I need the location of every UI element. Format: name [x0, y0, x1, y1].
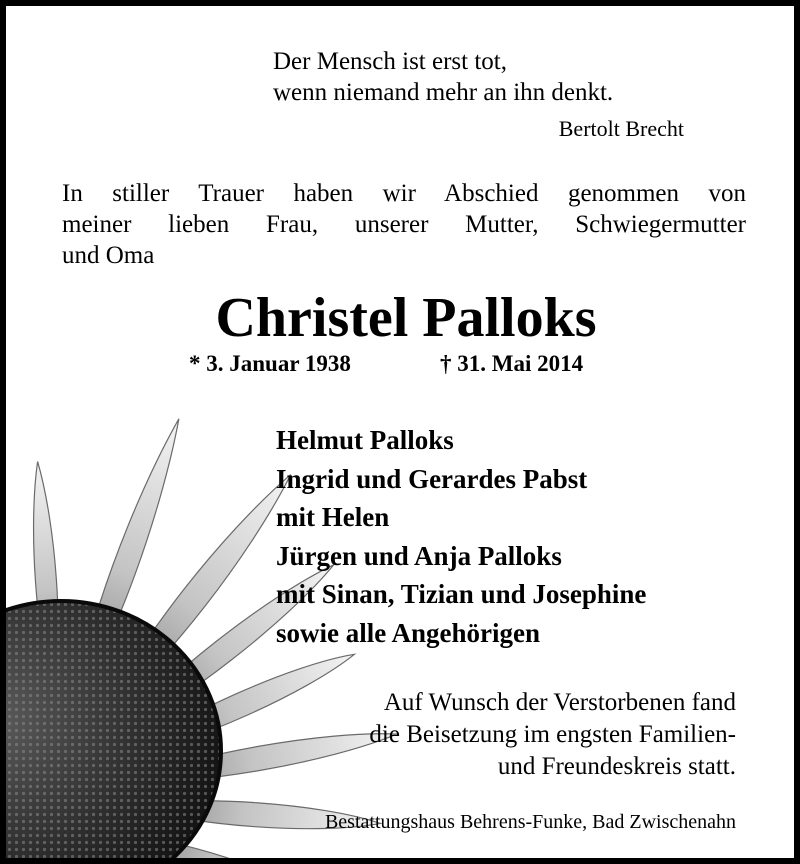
quote-line: wenn niemand mehr an ihn denkt. — [273, 79, 614, 106]
mourner-line: sowie alle Angehörigen — [276, 617, 540, 648]
mourner-line: mit Helen — [276, 502, 390, 532]
deceased-name: Christel Palloks — [215, 287, 597, 349]
intro-line: In stiller Trauer haben wir Abschied genommen von — [62, 180, 746, 207]
note-line: die Beisetzung im engsten Familien- — [369, 721, 736, 748]
quote-author: Bertolt Brecht — [558, 116, 684, 141]
mourner-line: mit Sinan, Tizian und Josephine — [276, 579, 647, 609]
note-line: Auf Wunsch der Verstorbenen fand — [383, 689, 736, 716]
mourners-list — [276, 421, 646, 652]
death-date: † 31. Mai 2014 — [440, 351, 584, 376]
intro-text — [62, 178, 746, 271]
note-line: und Freundeskreis statt. — [497, 753, 736, 780]
quote-line: Der Mensch ist erst tot, — [273, 48, 507, 75]
mourner-line: Helmut Palloks — [276, 425, 454, 455]
funeral-home: Bestattungshaus Behrens-Funke, Bad Zwischenahn — [324, 811, 736, 833]
intro-line: und Oma — [62, 242, 155, 269]
mourner-line: Ingrid und Gerardes Pabst — [276, 463, 588, 494]
quote — [273, 46, 613, 108]
birth-date: * 3. Januar 1938 — [189, 351, 351, 376]
intro-line: meiner lieben Frau, unserer Mutter, Schwiegermutter — [62, 211, 746, 238]
mourner-line: Jürgen und Anja Palloks — [276, 540, 562, 571]
burial-note — [369, 687, 736, 783]
